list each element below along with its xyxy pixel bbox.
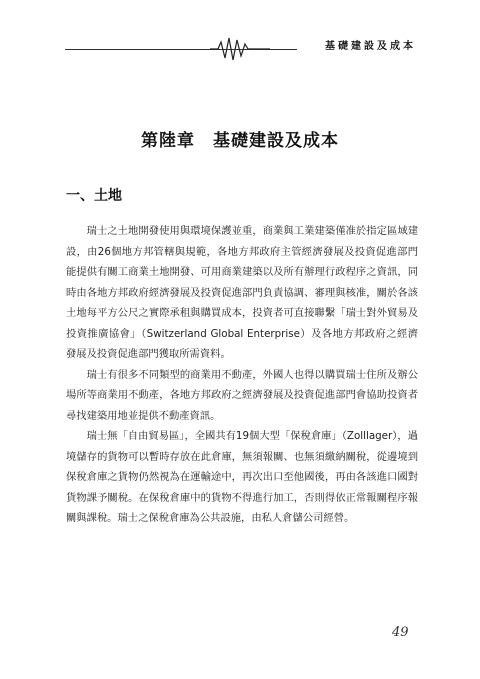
paragraph: 瑞士有很多不同類型的商業用不動產，外國人也得以購買瑞士住所及辦公場所等商業用不動產，各地方邦政府之經濟發展及投資促進部門會協助投資者尋找建築用地並提供不動產資訊。 <box>66 368 418 422</box>
running-header <box>0 30 480 60</box>
running-header-title: 基礎建設及成本 <box>298 40 416 54</box>
chapter-title: 第陸章 基礎建設及成本 <box>141 131 339 151</box>
section-heading: 一、土地 <box>66 188 122 204</box>
wave-ornament-icon <box>210 34 270 64</box>
body-text <box>66 221 418 529</box>
page-number: 49 <box>392 625 409 640</box>
paragraph: 瑞士無「自由貿易區」，全國共有19個大型「保稅倉庫」（Zolllager），過境儲存的貨物可以暫時存放在此倉庫，無須報關、也無須繳納關稅，從邊境到保稅倉庫之貨物仍然視為在運輸途中，再次出口至他國後，再由各該進口國對貨物課予關稅。在保稅倉庫中的貨物不得進行加工，否則得依正常報關程序報關與課稅。瑞士之保稅倉庫為公共設施，由私人倉儲公司經營。 <box>66 430 418 524</box>
paragraph: 瑞士之土地開發使用與環境保護並重，商業與工業建築僅准於指定區域建設，由26個地方邦管轄與規範，各地方邦政府主管經濟發展及投資促進部門能提供有關工商業土地開發、可用商業建築以及所有辦理行政程序之資訊，同時由各地方邦政府經濟發展及投資促進部門負責協調、審理與核准，關於各該土地每平方公尺之實際承租與購買成本，投資者可直接聯繫「瑞士對外貿易及投資推廣協會」（Switzerland Global Enterprise）及各地方邦政府之經濟發展及投資促進部門獲取所需資料。 <box>66 225 418 360</box>
